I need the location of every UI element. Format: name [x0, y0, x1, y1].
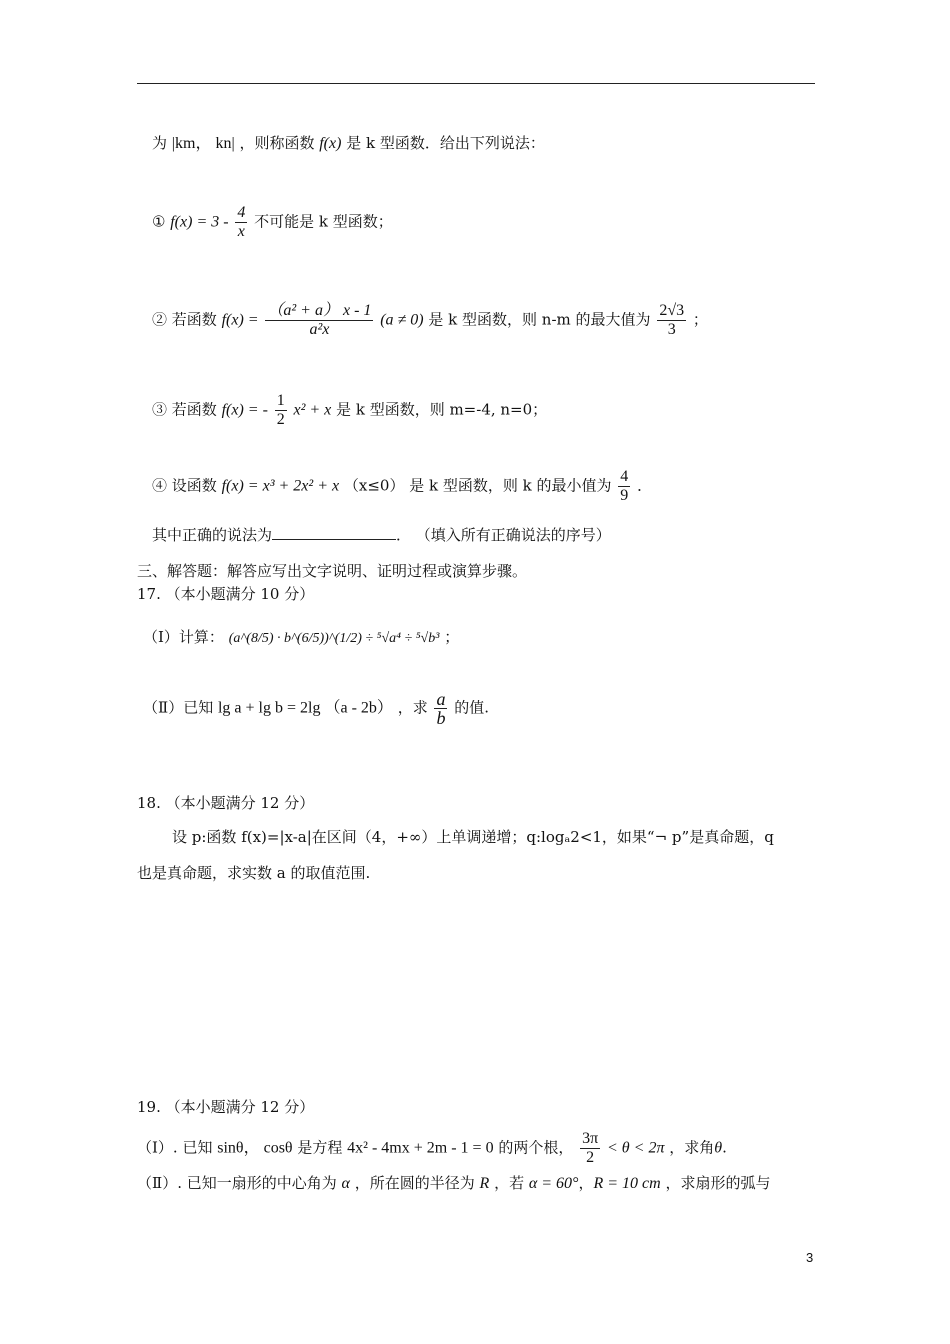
definition-line: 为 |km， kn| ，则称函数 f(x) 是 k 型函数．给出下列说法：	[152, 134, 545, 152]
question-17-title: 17. （本小题满分 10 分）	[137, 585, 315, 603]
page-number: 3	[806, 1250, 814, 1265]
header-rule	[137, 83, 815, 84]
question-18-line-1: 设 p:函数 f(x)=|x-a|在区间（4，+∞）上单调递增；q:logₐ2<1，如果“¬ p”是真命题，q	[172, 828, 774, 846]
fill-blank-line: 其中正确的说法为 ． （填入所有正确说法的序号）	[152, 526, 611, 544]
question-19-title: 19. （本小题满分 12 分）	[137, 1098, 315, 1116]
answer-blank	[272, 525, 396, 540]
question-18-line-2: 也是真命题，求实数 a 的取值范围.	[137, 864, 371, 882]
statement-2: ② 若函数 f(x) = $\frac{\text{（a² + a） x - 1}}{\text{a²x}}$ (a ≠ 0) 是 k 型函数，则 n-m 的最大值为 $\frac{2√3}{3}$ ；	[152, 302, 708, 338]
question-17-part-1: （Ⅰ）计算： (a^(8/5) · b^(6/5))^(1/2) ÷ ⁵√a⁴ ÷ ⁵√b³ ；	[143, 628, 460, 646]
question-17-part-2: （Ⅱ）已知 lg a + lg b = 2lg （a - 2b） ，求 $\frac{a}{b}$ 的值.	[143, 689, 490, 728]
question-19-part-1: （Ⅰ）. 已知 sinθ， cosθ 是方程 4x² - 4mx + 2m - 1 = 0 的两个根， $\frac{3\pi}{2}$ < θ < 2π ，求角θ.	[137, 1130, 727, 1166]
statement-3: ③ 若函数 f(x) = - $\frac{1}{2}$ x² + x 是 k 型函数，则 m=-4, n=0；	[152, 392, 548, 428]
statement-1: ① f(x) = 3 - $\frac{4}{x}$ 不可能是 k 型函数；	[152, 204, 393, 240]
section-heading: 三、解答题：解答应写出文字说明、证明过程或演算步骤。	[137, 562, 528, 580]
question-18-title: 18. （本小题满分 12 分）	[137, 794, 315, 812]
statement-4: ④ 设函数 f(x) = x³ + 2x² + x （x≤0） 是 k 型函数，则 k 的最小值为 $\frac{4}{9}$ ．	[152, 468, 653, 504]
question-19-part-2: （Ⅱ）. 已知一扇形的中心角为 α ，所在圆的半径为 R ，若 α = 60°，R = 10 cm ，求扇形的弧与	[137, 1174, 771, 1192]
